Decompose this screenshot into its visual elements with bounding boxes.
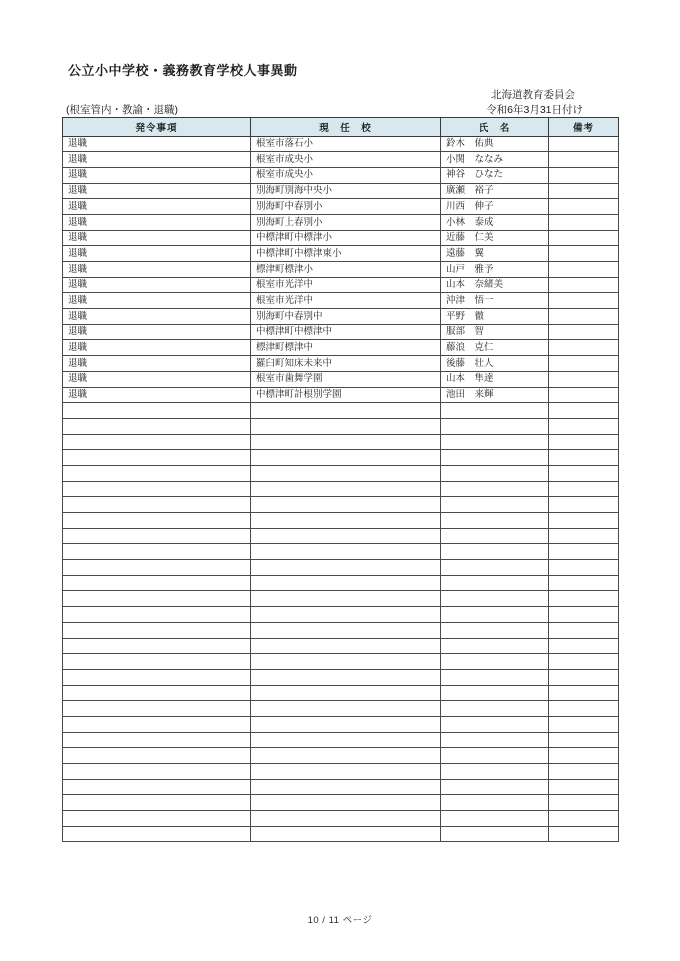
school-cell bbox=[251, 497, 441, 513]
name-cell bbox=[441, 748, 549, 764]
school-cell bbox=[251, 418, 441, 434]
school-cell bbox=[251, 795, 441, 811]
table-row bbox=[63, 136, 619, 152]
name-cell bbox=[441, 716, 549, 732]
school-cell bbox=[251, 403, 441, 419]
name-cell: 神谷 ひなた bbox=[441, 167, 549, 183]
action-cell bbox=[63, 450, 251, 466]
action-cell bbox=[63, 701, 251, 717]
school-cell bbox=[251, 560, 441, 576]
table-row bbox=[63, 277, 619, 293]
name-cell bbox=[441, 732, 549, 748]
name-cell: 山本 隼達 bbox=[441, 371, 549, 387]
action-cell bbox=[63, 716, 251, 732]
school-cell: 中標津町計根別学園 bbox=[251, 387, 441, 403]
personnel-table bbox=[62, 117, 619, 842]
name-cell bbox=[441, 638, 549, 654]
school-cell: 根室市光洋中 bbox=[251, 277, 441, 293]
table-row bbox=[63, 764, 619, 780]
note-cell bbox=[549, 654, 619, 670]
table-row bbox=[63, 513, 619, 529]
table-row bbox=[63, 748, 619, 764]
note-cell bbox=[549, 152, 619, 168]
name-cell bbox=[441, 481, 549, 497]
school-cell: 別海町中春別小 bbox=[251, 199, 441, 215]
name-cell bbox=[441, 560, 549, 576]
note-cell bbox=[549, 622, 619, 638]
table-row bbox=[63, 795, 619, 811]
note-cell bbox=[549, 497, 619, 513]
table-row bbox=[63, 622, 619, 638]
note-cell bbox=[549, 340, 619, 356]
note-cell bbox=[549, 701, 619, 717]
name-cell: 山本 奈緒美 bbox=[441, 277, 549, 293]
action-cell bbox=[63, 795, 251, 811]
name-cell bbox=[441, 764, 549, 780]
table-row bbox=[63, 356, 619, 372]
name-cell bbox=[441, 497, 549, 513]
note-cell bbox=[549, 764, 619, 780]
note-cell bbox=[549, 246, 619, 262]
note-cell bbox=[549, 544, 619, 560]
action-cell bbox=[63, 685, 251, 701]
table-row bbox=[63, 465, 619, 481]
name-cell bbox=[441, 811, 549, 827]
table-row bbox=[63, 826, 619, 842]
action-cell bbox=[63, 528, 251, 544]
school-cell: 根室市歯舞学園 bbox=[251, 371, 441, 387]
note-cell bbox=[549, 591, 619, 607]
table-row bbox=[63, 638, 619, 654]
name-cell bbox=[441, 795, 549, 811]
action-cell bbox=[63, 465, 251, 481]
note-cell bbox=[549, 748, 619, 764]
name-cell: 池田 来輝 bbox=[441, 387, 549, 403]
school-cell: 別海町中春別中 bbox=[251, 309, 441, 325]
name-cell bbox=[441, 779, 549, 795]
action-cell: 退職 bbox=[63, 230, 251, 246]
table-row bbox=[63, 669, 619, 685]
note-cell bbox=[549, 277, 619, 293]
note-cell bbox=[549, 450, 619, 466]
school-cell: 標津町標津中 bbox=[251, 340, 441, 356]
table-row bbox=[63, 371, 619, 387]
action-cell bbox=[63, 513, 251, 529]
name-cell bbox=[441, 528, 549, 544]
note-cell bbox=[549, 638, 619, 654]
table-row bbox=[63, 434, 619, 450]
note-cell bbox=[549, 826, 619, 842]
school-cell bbox=[251, 481, 441, 497]
note-cell bbox=[549, 669, 619, 685]
name-cell bbox=[441, 669, 549, 685]
table-row bbox=[63, 732, 619, 748]
action-cell bbox=[63, 418, 251, 434]
action-cell bbox=[63, 591, 251, 607]
note-cell bbox=[549, 371, 619, 387]
school-cell: 中標津町中標津中 bbox=[251, 324, 441, 340]
note-cell bbox=[549, 716, 619, 732]
table-row bbox=[63, 497, 619, 513]
school-cell bbox=[251, 748, 441, 764]
name-cell bbox=[441, 591, 549, 607]
school-cell: 中標津町中標津東小 bbox=[251, 246, 441, 262]
action-cell: 退職 bbox=[63, 246, 251, 262]
table-row bbox=[63, 293, 619, 309]
table-row bbox=[63, 324, 619, 340]
action-cell: 退職 bbox=[63, 293, 251, 309]
table-row bbox=[63, 811, 619, 827]
table-row bbox=[63, 183, 619, 199]
school-cell bbox=[251, 685, 441, 701]
school-cell bbox=[251, 654, 441, 670]
table-row bbox=[63, 607, 619, 623]
school-cell bbox=[251, 434, 441, 450]
table-row bbox=[63, 528, 619, 544]
table-row bbox=[63, 560, 619, 576]
school-cell bbox=[251, 826, 441, 842]
action-cell bbox=[63, 403, 251, 419]
name-cell bbox=[441, 465, 549, 481]
action-cell bbox=[63, 638, 251, 654]
action-cell: 退職 bbox=[63, 262, 251, 278]
action-cell: 退職 bbox=[63, 183, 251, 199]
action-cell bbox=[63, 481, 251, 497]
action-cell: 退職 bbox=[63, 152, 251, 168]
note-cell bbox=[549, 293, 619, 309]
action-cell bbox=[63, 654, 251, 670]
name-cell: 藤浪 克仁 bbox=[441, 340, 549, 356]
name-cell: 小関 ななみ bbox=[441, 152, 549, 168]
note-cell bbox=[549, 356, 619, 372]
note-cell bbox=[549, 575, 619, 591]
note-cell bbox=[549, 403, 619, 419]
name-cell: 小林 泰成 bbox=[441, 214, 549, 230]
school-cell bbox=[251, 669, 441, 685]
action-cell: 退職 bbox=[63, 309, 251, 325]
name-cell bbox=[441, 607, 549, 623]
name-cell: 廣瀬 裕子 bbox=[441, 183, 549, 199]
action-cell bbox=[63, 669, 251, 685]
school-cell bbox=[251, 450, 441, 466]
note-cell bbox=[549, 685, 619, 701]
name-cell bbox=[441, 826, 549, 842]
header-note: 備考 bbox=[549, 118, 619, 137]
table-row bbox=[63, 716, 619, 732]
name-cell: 沖津 悟一 bbox=[441, 293, 549, 309]
name-cell: 川西 伸子 bbox=[441, 199, 549, 215]
header-action: 発令事項 bbox=[63, 118, 251, 137]
action-cell bbox=[63, 544, 251, 560]
page-title: 公立小中学校・義務教育学校人事異動 bbox=[68, 63, 298, 78]
note-cell bbox=[549, 513, 619, 529]
name-cell bbox=[441, 418, 549, 434]
name-cell bbox=[441, 434, 549, 450]
school-cell bbox=[251, 764, 441, 780]
action-cell bbox=[63, 497, 251, 513]
table-row bbox=[63, 701, 619, 717]
name-cell: 山戸 雅予 bbox=[441, 262, 549, 278]
note-cell bbox=[549, 560, 619, 576]
name-cell bbox=[441, 513, 549, 529]
school-cell bbox=[251, 638, 441, 654]
school-cell bbox=[251, 591, 441, 607]
name-cell bbox=[441, 685, 549, 701]
table-row bbox=[63, 575, 619, 591]
page-number: 10 / 11 ページ bbox=[307, 915, 373, 926]
name-cell bbox=[441, 450, 549, 466]
name-cell: 服部 智 bbox=[441, 324, 549, 340]
name-cell bbox=[441, 654, 549, 670]
action-cell bbox=[63, 764, 251, 780]
school-cell bbox=[251, 701, 441, 717]
action-cell: 退職 bbox=[63, 356, 251, 372]
name-cell bbox=[441, 575, 549, 591]
note-cell bbox=[549, 199, 619, 215]
table-body bbox=[63, 136, 619, 842]
note-cell bbox=[549, 183, 619, 199]
action-cell bbox=[63, 748, 251, 764]
note-cell bbox=[549, 795, 619, 811]
note-cell bbox=[549, 324, 619, 340]
name-cell: 鈴木 佑典 bbox=[441, 136, 549, 152]
table-row bbox=[63, 387, 619, 403]
note-cell bbox=[549, 418, 619, 434]
table-row bbox=[63, 246, 619, 262]
note-cell bbox=[549, 214, 619, 230]
action-cell bbox=[63, 779, 251, 795]
action-cell: 退職 bbox=[63, 199, 251, 215]
school-cell: 別海町上春別小 bbox=[251, 214, 441, 230]
action-cell bbox=[63, 560, 251, 576]
note-cell bbox=[549, 481, 619, 497]
name-cell: 後藤 壮人 bbox=[441, 356, 549, 372]
table-row bbox=[63, 152, 619, 168]
action-cell: 退職 bbox=[63, 387, 251, 403]
table-row bbox=[63, 309, 619, 325]
note-cell bbox=[549, 230, 619, 246]
date-note: 令和6年3月31日付け bbox=[486, 104, 583, 116]
note-cell bbox=[549, 136, 619, 152]
note-cell bbox=[549, 528, 619, 544]
action-cell: 退職 bbox=[63, 371, 251, 387]
school-cell bbox=[251, 544, 441, 560]
note-cell bbox=[549, 732, 619, 748]
school-cell bbox=[251, 779, 441, 795]
school-cell: 根室市成央小 bbox=[251, 152, 441, 168]
action-cell: 退職 bbox=[63, 214, 251, 230]
school-cell bbox=[251, 811, 441, 827]
header-school: 現 任 校 bbox=[251, 118, 441, 137]
action-cell: 退職 bbox=[63, 136, 251, 152]
note-cell bbox=[549, 434, 619, 450]
note-cell bbox=[549, 309, 619, 325]
table-row bbox=[63, 779, 619, 795]
table-header-row bbox=[63, 118, 619, 137]
table-row bbox=[63, 403, 619, 419]
table-row bbox=[63, 481, 619, 497]
note-cell bbox=[549, 262, 619, 278]
note-cell bbox=[549, 387, 619, 403]
school-cell bbox=[251, 575, 441, 591]
name-cell bbox=[441, 622, 549, 638]
table-row bbox=[63, 214, 619, 230]
school-cell: 別海町別海中央小 bbox=[251, 183, 441, 199]
table-row bbox=[63, 418, 619, 434]
table-row bbox=[63, 340, 619, 356]
table-row bbox=[63, 167, 619, 183]
school-cell: 羅臼町知床未来中 bbox=[251, 356, 441, 372]
school-cell bbox=[251, 513, 441, 529]
school-cell: 中標津町中標津小 bbox=[251, 230, 441, 246]
table-row bbox=[63, 685, 619, 701]
note-cell bbox=[549, 779, 619, 795]
school-cell bbox=[251, 716, 441, 732]
school-cell: 根室市光洋中 bbox=[251, 293, 441, 309]
name-cell: 遠藤 翼 bbox=[441, 246, 549, 262]
table-row bbox=[63, 199, 619, 215]
organization-name: 北海道教育委員会 bbox=[491, 89, 575, 101]
school-cell bbox=[251, 528, 441, 544]
school-cell: 標津町標津小 bbox=[251, 262, 441, 278]
name-cell bbox=[441, 403, 549, 419]
school-cell: 根室市成央小 bbox=[251, 167, 441, 183]
name-cell bbox=[441, 701, 549, 717]
table-row bbox=[63, 544, 619, 560]
table-row bbox=[63, 262, 619, 278]
action-cell: 退職 bbox=[63, 277, 251, 293]
action-cell bbox=[63, 434, 251, 450]
table-row bbox=[63, 230, 619, 246]
note-cell bbox=[549, 607, 619, 623]
name-cell bbox=[441, 544, 549, 560]
table-row bbox=[63, 591, 619, 607]
action-cell: 退職 bbox=[63, 324, 251, 340]
action-cell bbox=[63, 732, 251, 748]
action-cell bbox=[63, 575, 251, 591]
note-cell bbox=[549, 465, 619, 481]
table-row bbox=[63, 450, 619, 466]
table-row bbox=[63, 654, 619, 670]
action-cell bbox=[63, 622, 251, 638]
school-cell bbox=[251, 732, 441, 748]
action-cell bbox=[63, 826, 251, 842]
action-cell: 退職 bbox=[63, 340, 251, 356]
action-cell bbox=[63, 811, 251, 827]
name-cell: 近藤 仁美 bbox=[441, 230, 549, 246]
scope-note: (根室管内・教諭・退職) bbox=[66, 104, 178, 116]
school-cell bbox=[251, 622, 441, 638]
school-cell bbox=[251, 465, 441, 481]
header-name: 氏 名 bbox=[441, 118, 549, 137]
school-cell: 根室市落石小 bbox=[251, 136, 441, 152]
note-cell bbox=[549, 167, 619, 183]
action-cell: 退職 bbox=[63, 167, 251, 183]
note-cell bbox=[549, 811, 619, 827]
action-cell bbox=[63, 607, 251, 623]
name-cell: 平野 徹 bbox=[441, 309, 549, 325]
school-cell bbox=[251, 607, 441, 623]
